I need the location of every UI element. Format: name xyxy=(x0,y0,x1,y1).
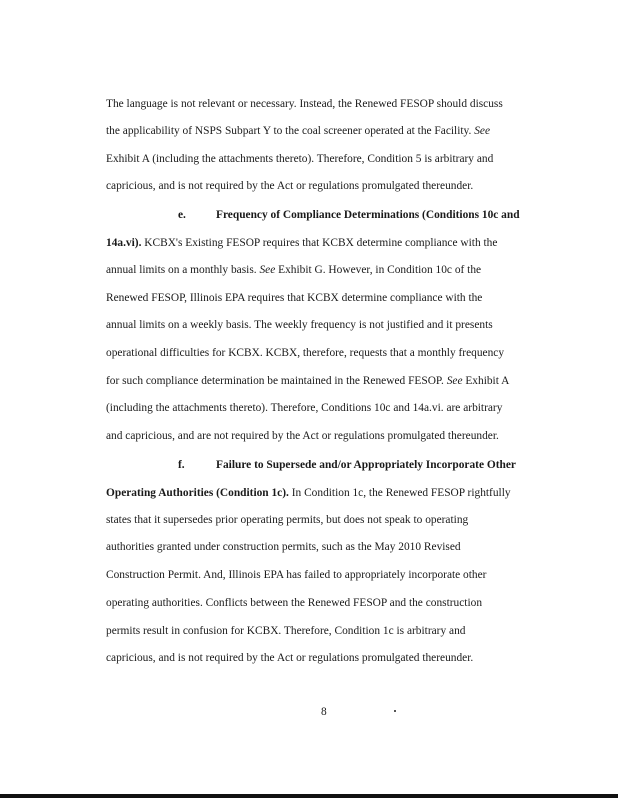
text-line: permits result in confusion for KCBX. Therefore, Condition 1c is arbitrary and xyxy=(106,625,466,637)
text-line: Renewed FESOP, Illinois EPA requires that KCBX determine compliance with the xyxy=(106,292,483,304)
text-line: annual limits on a weekly basis. The weekly frequency is not justified and it presents xyxy=(106,319,493,331)
text-line: (including the attachments thereto). Therefore, Conditions 10c and 14a.vi. are arbitrary xyxy=(106,402,503,414)
text-line: Operating Authorities (Condition 1c). In Condition 1c, the Renewed FESOP rightfully xyxy=(106,487,511,499)
text-line: operating authorities. Conflicts between the Renewed FESOP and the construction xyxy=(106,597,483,609)
text-line: states that it supersedes prior operating permits, but does not speak to operating xyxy=(106,514,469,526)
text-line: capricious, and is not required by the Act or regulations promulgated thereunder. xyxy=(106,180,474,192)
text-line: authorities granted under construction permits, such as the May 2010 Revised xyxy=(106,541,461,553)
scan-speck xyxy=(394,710,396,712)
text-line: Exhibit A (including the attachments thereto). Therefore, Condition 5 is arbitrary and xyxy=(106,153,494,165)
text-line: The language is not relevant or necessary. Instead, the Renewed FESOP should discuss xyxy=(106,98,503,110)
text-line: operational difficulties for KCBX. KCBX, therefore, requests that a monthly frequency xyxy=(106,347,505,359)
text-line: Construction Permit. And, Illinois EPA has failed to appropriately incorporate other xyxy=(106,569,487,581)
text-line: and capricious, and are not required by the Act or regulations promulgated thereunder. xyxy=(106,430,499,442)
section-heading-f: f. Failure to Supersede and/or Appropriately Incorporate Other xyxy=(178,459,516,471)
text-line: 14a.vi). KCBX's Existing FESOP requires that KCBX determine compliance with the xyxy=(106,237,498,249)
text-line: annual limits on a monthly basis. See Exhibit G. However, in Condition 10c of the xyxy=(106,264,482,276)
text-line: capricious, and is not required by the Act or regulations promulgated thereunder. xyxy=(106,652,474,664)
bottom-rule xyxy=(0,794,618,798)
text-line: the applicability of NSPS Subpart Y to the coal screener operated at the Facility. See xyxy=(106,125,491,137)
text-line: for such compliance determination be maintained in the Renewed FESOP. See Exhibit A xyxy=(106,375,510,387)
page-number: 8 xyxy=(321,706,327,718)
section-heading-e: e. Frequency of Compliance Determinations (Conditions 10c and xyxy=(178,209,520,221)
